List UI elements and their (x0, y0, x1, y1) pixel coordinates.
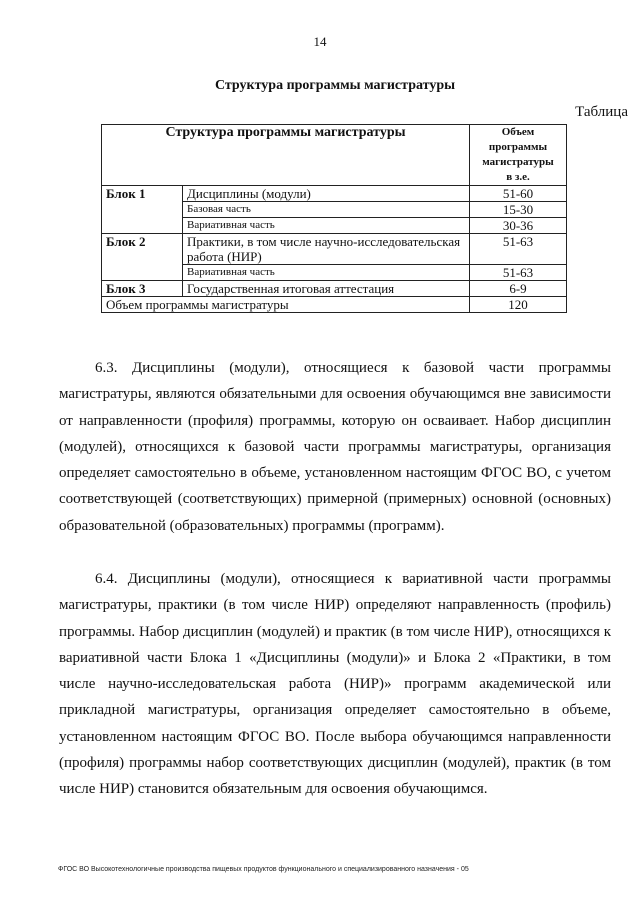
header-volume (470, 125, 567, 186)
row-name: Дисциплины (модули) (183, 186, 470, 202)
row-name: Вариативная часть (183, 218, 470, 234)
row-value: 51-60 (470, 186, 567, 202)
row-value: 15-30 (470, 202, 567, 218)
row-value: 51-63 (470, 234, 567, 265)
page-footer: ФГОС ВО Высокотехнологичные производства пищевых продуктов функционального и специализированного назначения - 05 (58, 866, 469, 873)
table-header-row (102, 125, 567, 186)
row-name: Государственная итоговая аттестация (183, 281, 470, 297)
table-row (102, 234, 567, 265)
header-volume-line: магистратуры (482, 156, 554, 168)
table-row (102, 186, 567, 202)
paragraph-6-3: 6.3. Дисциплины (модули), относящиеся к базовой части программы магистратуры, являются обязательными для освоения обучающимся вне зависимости от направленности (профиля) программы, которую он осваивает. Набор дисциплин (модулей), относящихся к базовой части программы магистратуры, организация определяет самостоятельно в объеме, установленном настоящим ФГОС ВО, с учетом соответствующей (соответствующих) примерной (примерных) основной (основных) образовательной (образовательных) программы (программ). (59, 360, 611, 534)
row-value: 51-63 (470, 265, 567, 281)
table-label: Таблица (575, 104, 628, 120)
block-label: Блок 2 (102, 234, 183, 281)
header-volume-line: Объем (501, 126, 535, 138)
row-value: 6-9 (470, 281, 567, 297)
total-label: Объем программы магистратуры (102, 297, 470, 313)
header-volume-line: программы (488, 141, 548, 153)
page-number: 14 (313, 34, 327, 49)
header-volume-line: в з.е. (506, 171, 530, 183)
row-name: Базовая часть (183, 202, 470, 218)
paragraph-6-4: 6.4. Дисциплины (модули), относящиеся к вариативной части программы магистратуры, практики (в том числе НИР) определяют направленность (профиль) программы. Набор дисциплин (модулей) и практик (в том числе НИР), относящихся к вариативной части Блока 1 «Дисциплины (модули)» и Блока 2 «Практики, в том числе научно-исследовательская работа (НИР)» программ академической или прикладной магистратуры, организация определяет самостоятельно в объеме, установленном настоящим ФГОС ВО. После выбора обучающимся направленности (профиля) программы набор соответствующих дисциплин (модулей), практик (в том числе НИР) становится обязательным для освоения обучающимся. (59, 571, 611, 798)
header-structure: Структура программы магистратуры (102, 125, 470, 186)
table-total-row (102, 297, 567, 313)
program-structure-table (101, 124, 567, 313)
row-name: Вариативная часть (183, 265, 470, 281)
row-name: Практики, в том числе научно-исследовательская работа (НИР) (183, 234, 470, 265)
table-row (102, 281, 567, 297)
block-label: Блок 3 (102, 281, 183, 297)
total-value: 120 (470, 297, 567, 313)
row-value: 30-36 (470, 218, 567, 234)
block-label: Блок 1 (102, 186, 183, 234)
section-title: Структура программы магистратуры (214, 78, 456, 93)
